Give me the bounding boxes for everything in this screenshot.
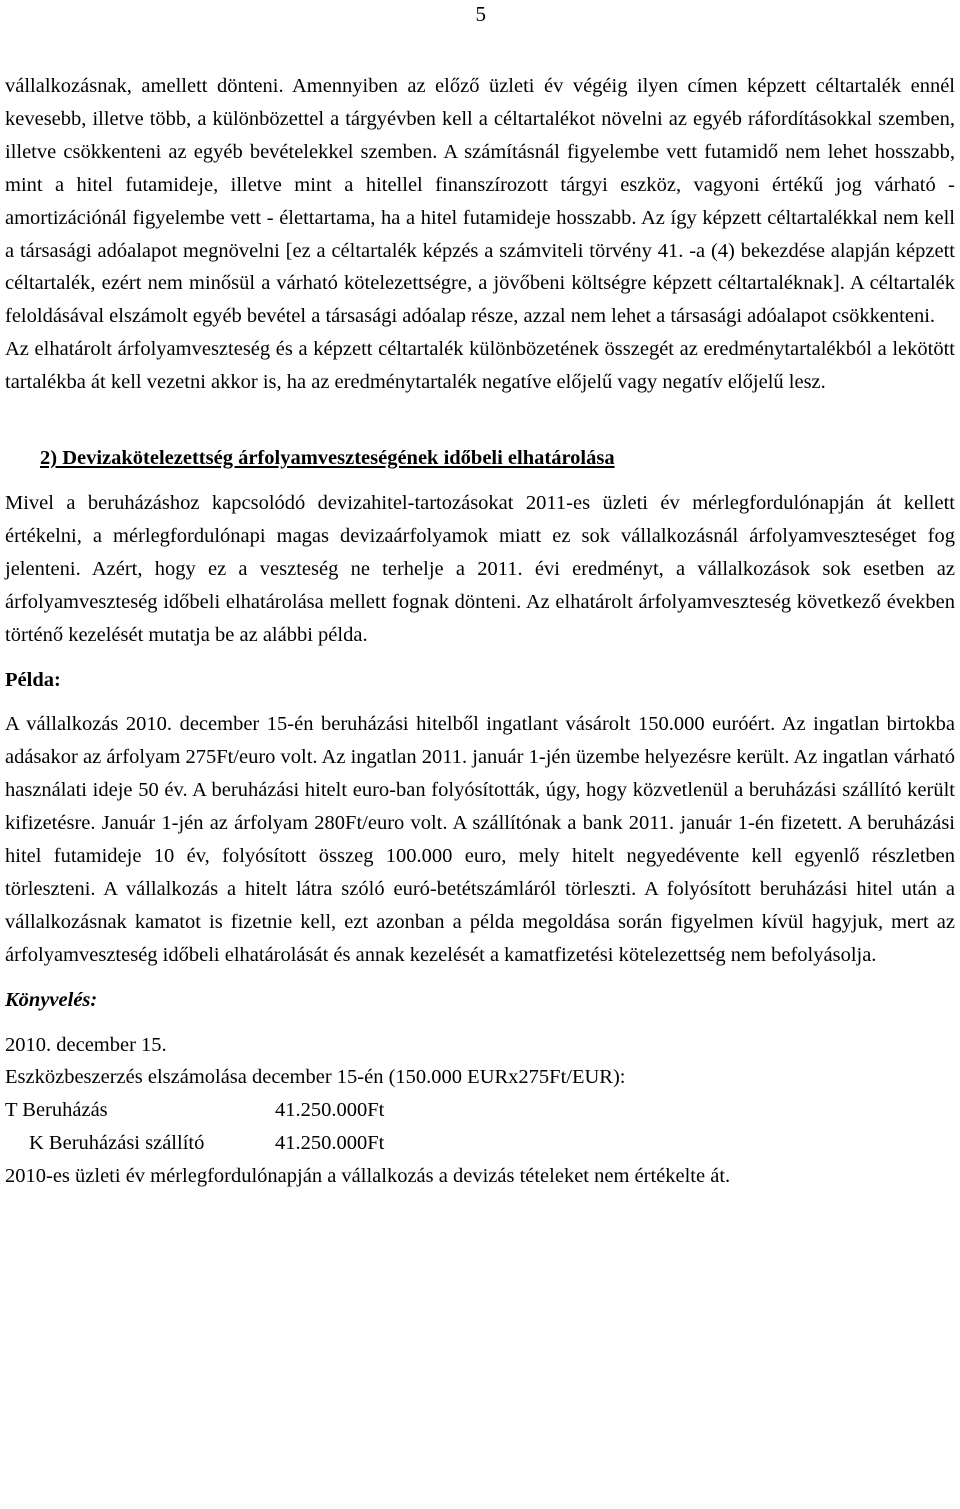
document-body xyxy=(5,70,955,1193)
section-heading: 2) Devizakötelezettség árfolyamveszteségének időbeli elhatárolása xyxy=(40,447,615,470)
journal-entry-debit xyxy=(5,1094,955,1127)
booking-label: Könyvelés: xyxy=(5,988,98,1011)
entry-account: T Beruházás xyxy=(5,1099,108,1122)
paragraph-reserve-transfer: Az elhatárolt árfolyamveszteség és a képzett céltartalék különbözetének összegét az eredménytartalékból a lekötött tartalékba át kell vezetni akkor is, ha az eredménytartalék negatíve előjelű vagy negatív előjelű lesz. xyxy=(5,338,955,394)
page-number: 5 xyxy=(475,2,486,26)
example-label: Példa: xyxy=(5,668,61,691)
paragraph-fx-loss-intro: Mivel a beruházáshoz kapcsolódó devizahitel-tartozásokat 2011-es üzleti év mérlegfordulónapján át kellett értékelni, a mérlegfordulónapi magas devizaárfolyamok miatt ez sok vállalkozásnál árfolyamveszteséget fog jelenteni. Azért, hogy ez a veszteség ne terhelje a 2011. évi eredményt, a vállalkozások sok esetben az árfolyamveszteség időbeli elhatárolása mellett fognak dönteni. Az elhatárolt árfolyamveszteség következő években történő kezelését mutatja be az alábbi példa. xyxy=(5,491,955,646)
closing-line: 2010-es üzleti év mérlegfordulónapján a vállalkozás a devizás tételeket nem értékelte át. xyxy=(5,1165,731,1188)
entry-account: K Beruházási szállító xyxy=(29,1132,205,1155)
journal-entry-credit xyxy=(5,1127,955,1160)
entry-description: Eszközbeszerzés elszámolása december 15-én (150.000 EURx275Ft/EUR): xyxy=(5,1066,626,1089)
entry-date: 2010. december 15. xyxy=(5,1033,167,1056)
paragraph-provision: vállalkozásnak, amellett dönteni. Amennyiben az előző üzleti év végéig ilyen címen képzett céltartalék ennél kevesebb, illetve több, a különbözettel a tárgyévben kell a céltartalékot növelni az egyéb ráfordításokkal szemben, illetve csökkenteni az egyéb bevételekkel szemben. A számításnál figyelembe vett futamidő nem lehet hosszabb, mint a hitel futamideje, illetve mint a hitellel finanszírozott tárgyi eszköz, vagyoni értékű jog várható - amortizációnál figyelembe vett - élettartama, ha a hitel futamideje hosszabb. Az így képzett céltartalékkal nem kell a társasági adóalapot megnövelni [ez a céltartalék képzés a számviteli törvény 41. -a (4) bekezdése alapján képzett céltartalék, ezért nem minősül a várható kötelezettségre, a jövőbeni költségre képzett céltartaléknak]. A céltartalék feloldásával elszámolt egyéb bevétel a társasági adóalap része, azzal nem lehet a társasági adóalapot csökkenteni. xyxy=(5,75,955,328)
paragraph-example: A vállalkozás 2010. december 15-én beruházási hitelből ingatlant vásárolt 150.000 euróért. Az ingatlan birtokba adásakor az árfolyam 275Ft/euro volt. Az ingatlan 2011. január 1-jén üzembe helyezésre került. Az ingatlan várható használati ideje 50 év. A beruházási hitelt euro-ban folyósították, úgy, hogy közvetlenül a beruházási szállító került kifizetésre. Január 1-jén az árfolyam 280Ft/euro volt. A szállítónak a bank 2011. január 1-én fizetett. A beruházási hitel futamideje 10 év, folyósított összeg 100.000 euro, mely hitelt negyedévente kell egyenlő részletben törleszteni. A vállalkozás a hitelt látra szóló euró-betétszámláról törleszti. A folyósított beruházási hitel után a vállalkozásnak kamatot is fizetnie kell, ezt azonban a példa megoldása során figyelmen kívül hagyjuk, mert az árfolyamveszteség időbeli elhatárolását és annak kezelését a kamatfizetési kötelezettség nem befolyásolja. xyxy=(5,713,955,966)
entry-amount: 41.250.000Ft xyxy=(275,1132,385,1155)
entry-amount: 41.250.000Ft xyxy=(275,1099,385,1122)
